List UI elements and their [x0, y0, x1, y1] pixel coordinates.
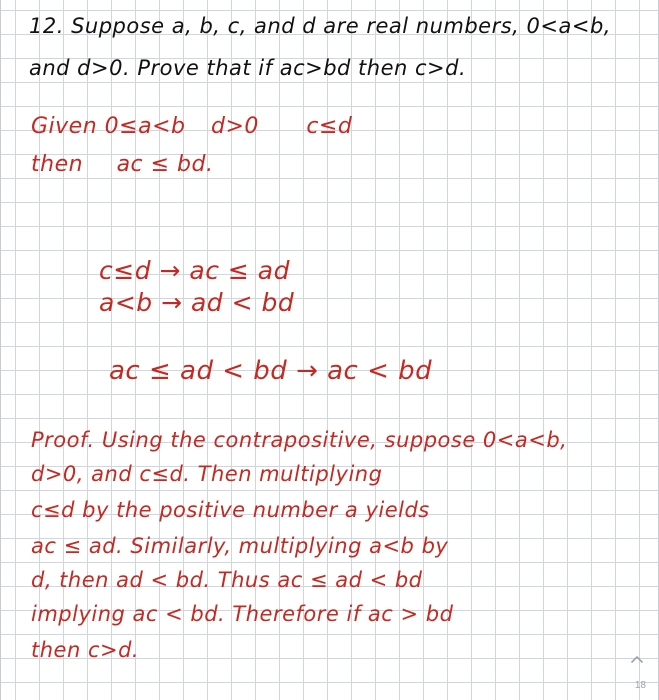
assumption: c≤d: [306, 114, 353, 139]
given-condition: 0≤a<b: [104, 114, 186, 139]
proof-line-3: c≤d by the positive number a yields: [31, 498, 430, 522]
proof-line-6: implying ac < bd. Therefore if ac > bd: [31, 602, 454, 626]
problem-statement-line-2: and d>0. Prove that if ac>bd then c>d.: [29, 56, 467, 80]
proof-line-1: Proof. Using the contrapositive, suppose 0<a<b,: [31, 428, 568, 452]
scratch-chain: ac ≤ ad < bd → ac < bd: [109, 356, 433, 386]
given-label: Given: [31, 114, 98, 139]
then-line: [31, 152, 213, 177]
proof-line-2: d>0, and c≤d. Then multiplying: [31, 462, 383, 486]
scratch-step-1: c≤d → ac ≤ ad: [99, 256, 290, 285]
page-number: 18: [634, 680, 646, 691]
scratch-step-2: a<b → ad < bd: [99, 288, 295, 317]
proof-line-4: ac ≤ ad. Similarly, multiplying a<b by: [31, 534, 449, 558]
given-line: [31, 114, 352, 139]
chevron-up-icon[interactable]: [630, 654, 644, 664]
problem-statement-line-1: 12. Suppose a, b, c, and d are real numbers, 0<a<b,: [29, 14, 611, 38]
proof-line-7: then c>d.: [31, 638, 140, 662]
proof-line-5: d, then ad < bd. Thus ac ≤ ad < bd: [31, 568, 423, 592]
then-label: then: [31, 152, 84, 177]
given-d-condition: d>0: [210, 114, 259, 139]
then-result: ac ≤ bd.: [116, 152, 214, 177]
